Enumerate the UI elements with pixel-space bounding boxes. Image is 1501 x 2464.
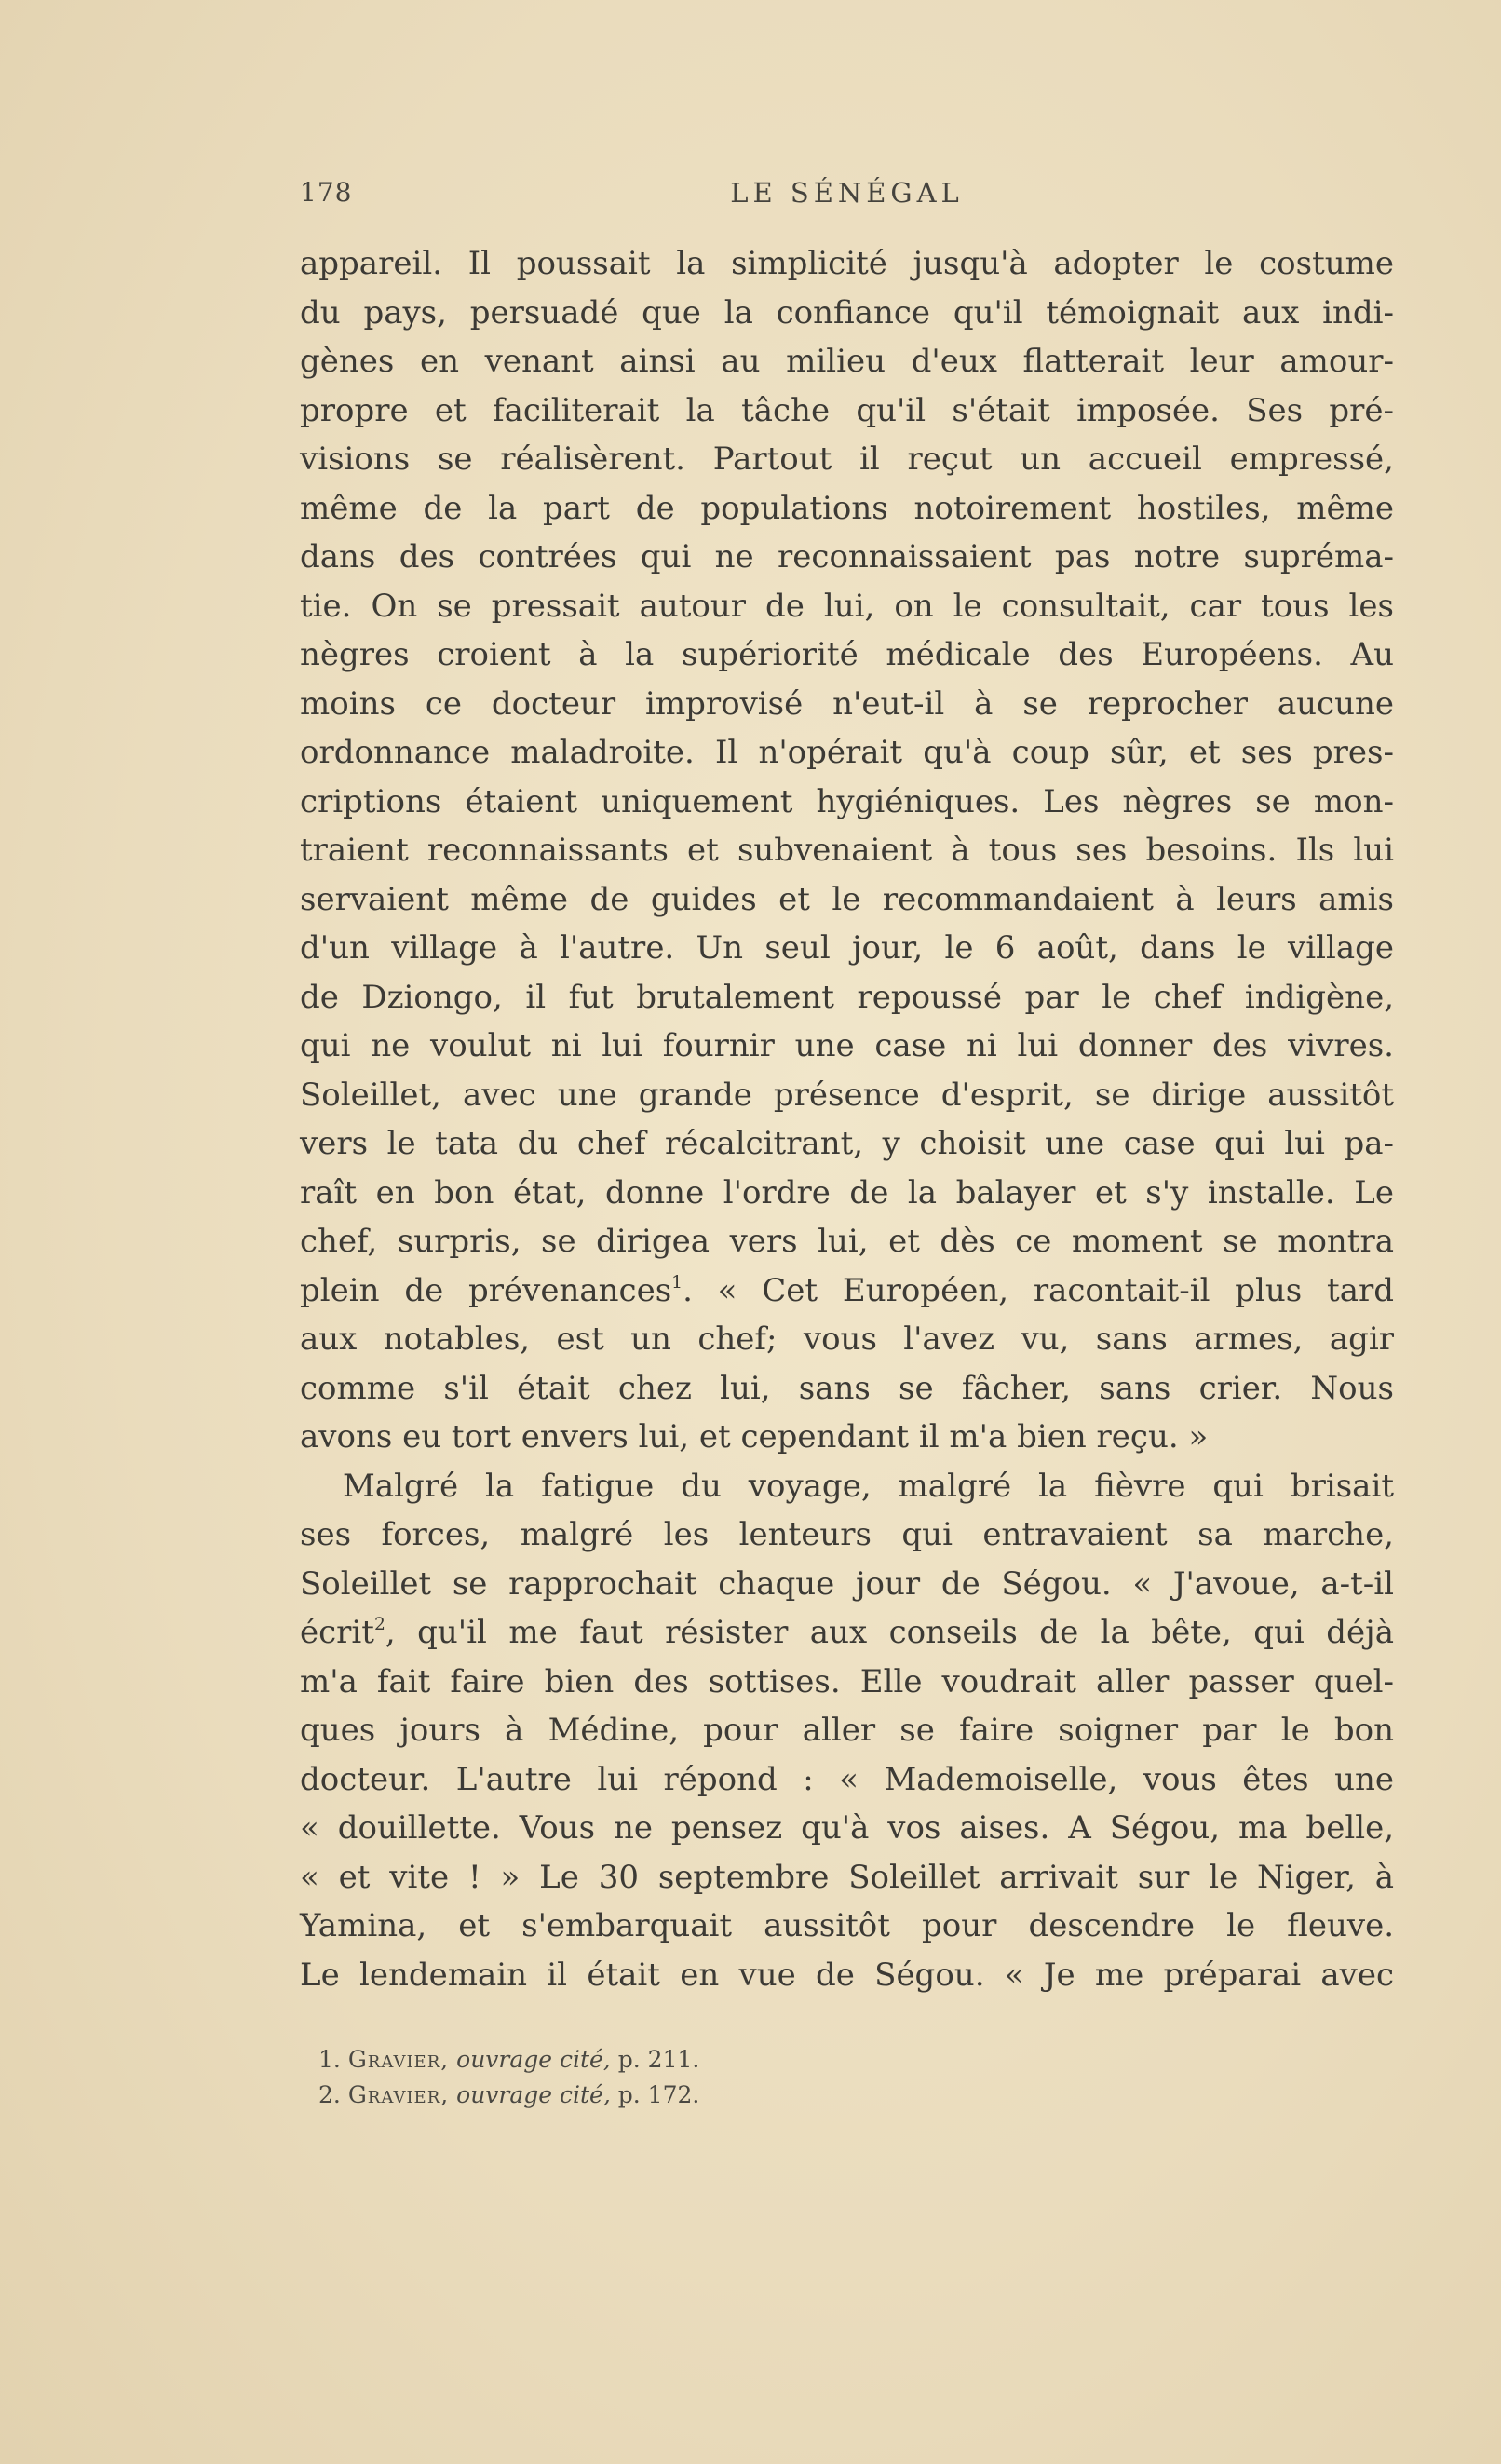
text-line: « douillette. Vous ne pensez qu'à vos aises. A Ségou, ma belle, <box>300 1809 1394 1847</box>
running-head <box>300 177 1394 218</box>
line-text: écrit <box>300 1614 374 1651</box>
body-text <box>300 239 1394 1999</box>
text-line: d'un village à l'autre. Un seul jour, le 6 août, dans le village <box>300 929 1394 967</box>
text-line: visions se réalisèrent. Partout il reçut un accueil empressé, <box>300 440 1394 478</box>
text-line: propre et faciliterait la tâche qu'il s'était imposée. Ses pré- <box>300 391 1394 429</box>
footnote-page: p. 211. <box>617 2046 700 2073</box>
text-line: de Dziongo, il fut brutalement repoussé par le chef indigène, <box>300 978 1394 1016</box>
text-line: vers le tata du chef récalcitrant, y choisit une case qui lui pa- <box>300 1125 1394 1162</box>
line-text: plein de prévenances <box>300 1271 672 1309</box>
footnote-number: 2. <box>318 2081 341 2108</box>
text-line: comme s'il était chez lui, sans se fâcher, sans crier. Nous <box>300 1369 1394 1407</box>
text-line: Le lendemain il était en vue de Ségou. « Je me préparai avec <box>300 1956 1394 1994</box>
text-line: m'a fait faire bien des sottises. Elle voudrait aller passer quel- <box>300 1662 1394 1700</box>
footnote-number: 1. <box>318 2046 341 2073</box>
footnote-1 <box>318 2042 1250 2078</box>
text-line: « et vite ! » Le 30 septembre Soleillet arrivait sur le Niger, à <box>300 1858 1394 1896</box>
text-line: moins ce docteur improvisé n'eut-il à se reprocher aucune <box>300 684 1394 723</box>
text-line: dans des contrées qui ne reconnaissaient pas notre supréma- <box>300 538 1394 575</box>
text-line: raît en bon état, donne l'ordre de la balayer et s'y installe. Le <box>300 1173 1394 1212</box>
text-line: ordonnance maladroite. Il n'opérait qu'à coup sûr, et ses pres- <box>300 734 1394 771</box>
footnote-author: Gravier, <box>347 2081 450 2108</box>
text-line: du pays, persuadé que la confiance qu'il témoignait aux indi- <box>300 293 1394 332</box>
footnote-author: Gravier, <box>347 2046 450 2073</box>
text-line: Soleillet, avec une grande présence d'esprit, se dirige aussitôt <box>300 1076 1394 1114</box>
text-line: servaient même de guides et le recommandaient à leurs amis <box>300 880 1394 918</box>
text-line: appareil. Il poussait la simplicité jusqu'à adopter le costume <box>300 245 1394 282</box>
text-line: aux notables, est un chef; vous l'avez vu, sans armes, agir <box>300 1320 1394 1358</box>
running-title: LE SÉNÉGAL <box>730 177 964 209</box>
text-line: Yamina, et s'embarquait aussitôt pour descendre le fleuve. <box>300 1907 1394 1944</box>
footnote-ref-2[interactable]: 2 <box>373 1614 385 1634</box>
text-line: même de la part de populations notoirement hostiles, même <box>300 489 1394 527</box>
text-line: criptions étaient uniquement hygiéniques. Les nègres se mon- <box>300 782 1394 820</box>
line-text: , qu'il me faut résister aux conseils de la bête, qui déjà <box>385 1614 1394 1651</box>
footnote-ref-1[interactable]: 1 <box>671 1272 683 1293</box>
text-line-footnote-ref-2 <box>300 1608 1394 1658</box>
footnote-work: ouvrage cité, <box>456 2046 611 2073</box>
text-line: gènes en venant ainsi au milieu d'eux flatterait leur amour- <box>300 343 1394 380</box>
text-line-paragraph-end: avons eu tort envers lui, et cependant il m'a bien reçu. » <box>300 1418 1209 1455</box>
text-line: docteur. L'autre lui répond : « Mademoiselle, vous êtes une <box>300 1760 1394 1798</box>
line-text: . « Cet Européen, racontait-il plus tard <box>683 1271 1394 1309</box>
text-line: Soleillet se rapprochait chaque jour de Ségou. « J'avoue, a-t-il <box>300 1564 1394 1603</box>
footnote-work: ouvrage cité, <box>456 2081 611 2108</box>
page-number: 178 <box>300 177 353 208</box>
text-line: nègres croient à la supériorité médicale des Européens. Au <box>300 636 1394 673</box>
footnotes <box>318 2042 1250 2113</box>
text-line: traient reconnaissants et subvenaient à tous ses besoins. Ils lui <box>300 832 1394 869</box>
footnote-2 <box>318 2078 1250 2113</box>
text-line-paragraph-start: Malgré la fatigue du voyage, malgré la fièvre qui brisait <box>343 1467 1394 1505</box>
text-line: chef, surpris, se dirigea vers lui, et dès ce moment se montra <box>300 1223 1394 1260</box>
text-line-footnote-ref-1 <box>300 1266 1394 1316</box>
footnote-page: p. 172. <box>617 2081 700 2108</box>
text-line: ses forces, malgré les lenteurs qui entravaient sa marche, <box>300 1516 1394 1553</box>
text-line: qui ne voulut ni lui fournir une case ni lui donner des vivres. <box>300 1027 1394 1064</box>
text-line: tie. On se pressait autour de lui, on le consultait, car tous les <box>300 587 1394 625</box>
text-line: ques jours à Médine, pour aller se faire soigner par le bon <box>300 1712 1394 1749</box>
